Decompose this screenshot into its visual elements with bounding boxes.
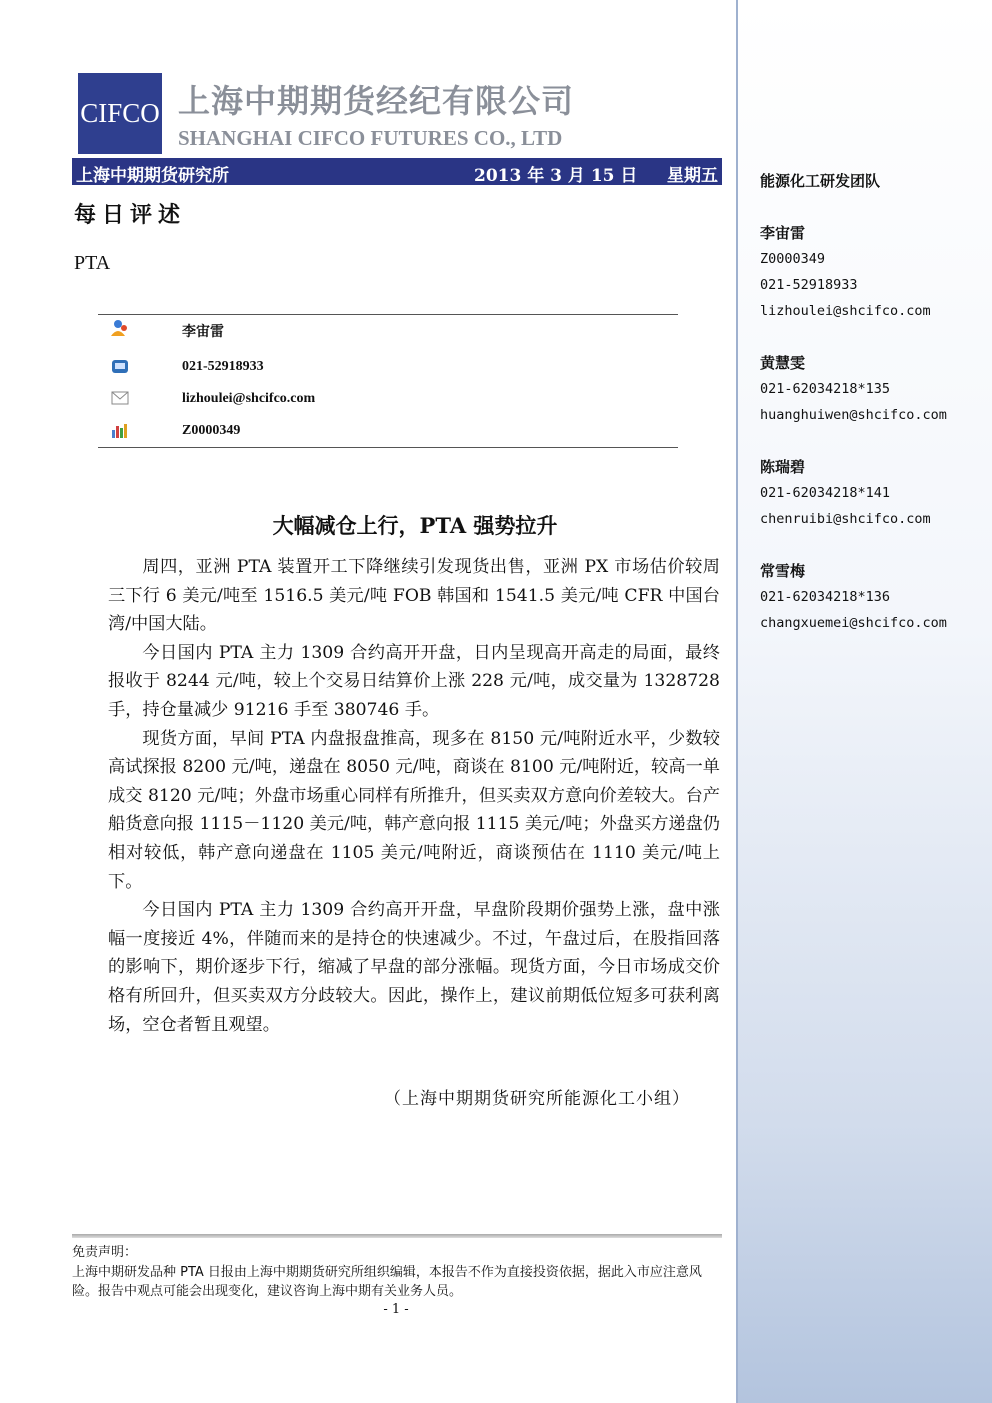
phone-icon (110, 357, 130, 375)
analyst-name: 常雪梅 (760, 562, 806, 580)
disclaimer-label: 免责声明： (72, 1245, 138, 1260)
institute-name: 上海中期期货研究所 (76, 166, 229, 186)
report-date: 2013 年 3 月 15 日 (474, 166, 638, 186)
analyst-license: Z0000349 (760, 251, 826, 267)
analyst-card (760, 350, 947, 428)
footer-divider (72, 1234, 722, 1238)
section-title: 每日评述 (74, 202, 187, 228)
analyst-name: 陈瑞碧 (760, 458, 806, 476)
analyst-card (760, 454, 931, 532)
disclaimer (72, 1243, 724, 1302)
article-signature: （上海中期期货研究所能源化工小组） (384, 1089, 690, 1109)
analyst-phone: 021-62034218*141 (760, 485, 891, 501)
article-title: 大幅减仓上行，PTA 强势拉升 (272, 513, 558, 538)
contact-email: lizhoulei@shcifco.com (182, 391, 316, 406)
logo-box-text: CIFCO (80, 98, 160, 128)
cifco-logo (78, 73, 162, 154)
article-paragraph: 今日国内 PTA 主力 1309 合约高开开盘，早盘阶段期价强势上涨，盘中涨幅一度接近 4%，伴随而来的是持仓的快速减少。不过，午盘过后，在股指回落的影响下，期价逐步下行，缩减了早盘的部分涨幅。现货方面，今日市场成交价格有所回升，但买卖双方分歧较大。因此，操作上，建议前期低位短多可获利离场，空仓者暂且观望。 (108, 900, 720, 1035)
product-name: PTA (74, 252, 111, 274)
analyst-card (760, 220, 931, 324)
analyst-email: huanghuiwen@shcifco.com (760, 407, 947, 423)
team-name: 能源化工研发团队 (760, 172, 881, 190)
contact-row-license (98, 421, 678, 451)
person-icon (110, 319, 130, 337)
chart-icon (110, 421, 130, 439)
analyst-email: chenruibi@shcifco.com (760, 511, 931, 527)
company-name-en: SHANGHAI CIFCO FUTURES CO., LTD (178, 126, 563, 150)
sidebar (736, 0, 992, 1403)
contact-name: 李宙雷 (182, 324, 224, 340)
mail-icon (110, 389, 130, 407)
article-paragraph: 现货方面，早间 PTA 内盘报盘推高，现多在 8150 元/吨附近水平，少数较高试探报 8200 元/吨，递盘在 8050 元/吨，商谈在 8100 元/吨附近，较高一单成交 8120 元/吨；外盘市场重心同样有所推升，但买卖双方意向价差较大。台产船货意向报 1115－1120 美元/吨，韩产意向报 1115 美元/吨；外盘买方递盘仍相对较低，韩产意向递盘在 1105 美元/吨附近，商谈预估在 1110 美元/吨上下。 (108, 728, 720, 892)
disclaimer-text: 上海中期研发品种 PTA 日报由上海中期期货研究所组织编辑，本报告不作为直接投资依据，据此入市应注意风险。报告中观点可能会出现变化，建议咨询上海中期有关业务人员。 (72, 1264, 702, 1299)
analyst-phone: 021-52918933 (760, 277, 858, 293)
analyst-name: 黄慧雯 (760, 354, 806, 372)
company-name-cn: 上海中期期货经纪有限公司 (178, 82, 575, 120)
analyst-card (760, 558, 947, 636)
contact-row-email (98, 389, 678, 419)
header-bar (72, 158, 722, 185)
page-number: - 1 - (383, 1302, 409, 1317)
contact-phone: 021-52918933 (182, 359, 264, 374)
analyst-phone: 021-62034218*136 (760, 589, 891, 605)
contact-row-phone (98, 357, 678, 387)
article-paragraph: 周四，亚洲 PTA 装置开工下降继续引发现货出售，亚洲 PX 市场估价较周三下行 6 美元/吨至 1516.5 美元/吨 FOB 韩国和 1541.5 美元/吨 CFR 中国台湾/中国大陆。 (108, 557, 720, 635)
article-body (108, 553, 720, 1039)
analyst-email: lizhoulei@shcifco.com (760, 303, 931, 319)
contact-license: Z0000349 (182, 423, 241, 438)
contact-block (98, 314, 678, 448)
contact-row-name (98, 319, 678, 349)
analyst-phone: 021-62034218*135 (760, 381, 891, 397)
report-weekday: 星期五 (667, 166, 718, 186)
analyst-email: changxuemei@shcifco.com (760, 615, 947, 631)
analyst-name: 李宙雷 (760, 224, 806, 242)
article-paragraph: 今日国内 PTA 主力 1309 合约高开开盘，日内呈现高开高走的局面，最终报收于 8244 元/吨，较上个交易日结算价上涨 228 元/吨，成交量为 1328728 手，持仓量减少 91216 手至 380746 手。 (108, 642, 720, 720)
